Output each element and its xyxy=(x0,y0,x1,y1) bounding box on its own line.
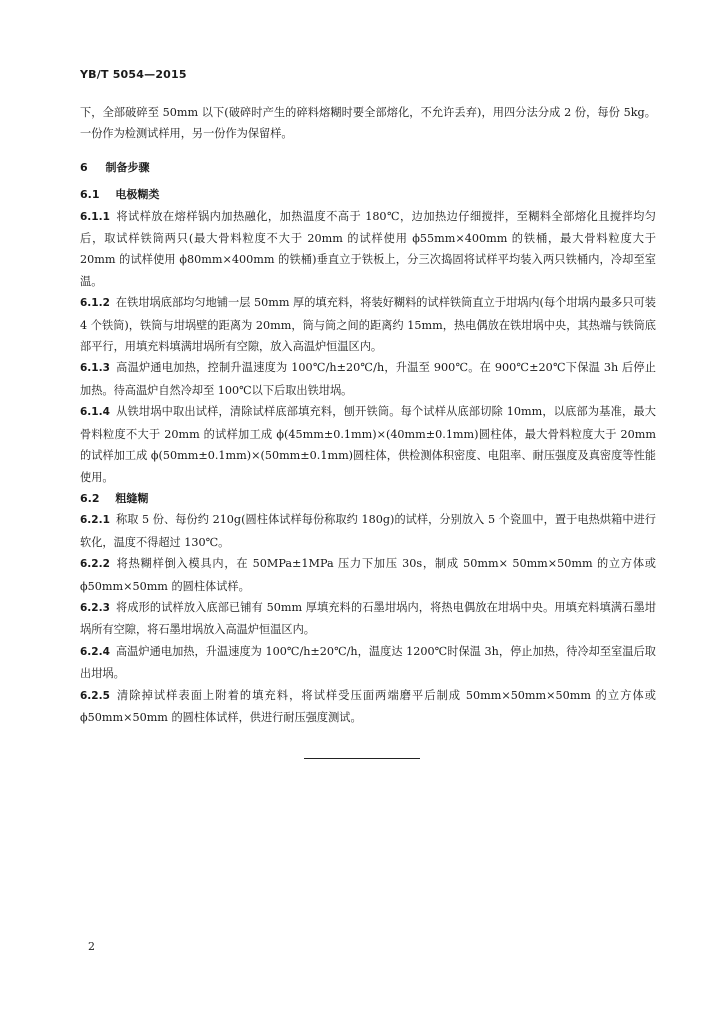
section-6-title: 制备步骤 xyxy=(105,160,150,174)
clause-6-1-4 xyxy=(80,401,656,488)
clause-text: 将试样放在熔样锅内加热融化，加热温度不高于 180℃，边加热边仔细搅拌，至糊料全部熔化且搅拌均匀后，取试样铁筒两只(最大骨料粒度不大于 20mm 的试样使用 ϕ55mm×400mm 的铁桶，最大骨料粒度大于 20mm 的试样使用 ϕ80mm×400mm 的铁桶)垂直立于铁板上，分三次捣固将试样平均装入两只铁桶内，冷却至室温。 xyxy=(80,209,656,288)
clause-number: 6.2.1 xyxy=(80,514,110,527)
clause-text: 高温炉通电加热，控制升温速度为 100℃/h±20℃/h，升温至 900℃。在 900℃±20℃下保温 3h 后停止加热。待高温炉自然冷却至 100℃以下后取出铁坩埚。 xyxy=(80,361,656,397)
clause-number: 6.1.4 xyxy=(80,406,110,419)
section-6-2-number: 6.2 xyxy=(80,491,100,505)
clause-number: 6.1.2 xyxy=(80,297,110,310)
section-6-2-title: 粗缝糊 xyxy=(115,491,149,505)
standard-code-header: YB/T 5054—2015 xyxy=(80,68,187,81)
clause-number: 6.2.2 xyxy=(80,558,110,571)
page-body xyxy=(80,102,656,728)
intro-paragraph: 下，全部破碎至 50mm 以下(破碎时产生的碎料熔糊时要全部熔化，不允许丢弃)，用四分法分成 2 份，每份 5kg。一份作为检测试样用，另一份作为保留样。 xyxy=(80,106,656,141)
clause-text: 将成形的试样放入底部已铺有 50mm 厚填充料的石墨坩埚内，将热电偶放在坩埚中央。用填充料填满石墨坩埚所有空隙，将石墨坩埚放入高温炉恒温区内。 xyxy=(80,600,656,637)
clause-text: 清除掉试样表面上附着的填充料，将试样受压面两端磨平后制成 50mm×50mm×50mm 的立方体或 ϕ50mm×50mm 的圆柱体试样，供进行耐压强度测试。 xyxy=(80,688,656,724)
clause-text: 称取 5 份、每份约 210g(圆柱体试样每份称取约 180g)的试样，分别放入 5 个瓷皿中，置于电热烘箱中进行软化，温度不得超过 130℃。 xyxy=(80,513,656,549)
section-6-1-heading xyxy=(80,184,656,205)
clause-6-2-1 xyxy=(80,509,656,553)
clause-6-2-3 xyxy=(80,597,656,641)
section-6-2-heading xyxy=(80,488,656,509)
clause-6-1-3 xyxy=(80,357,656,401)
clause-number: 6.2.4 xyxy=(80,645,110,658)
clause-6-1-1 xyxy=(80,206,656,293)
end-of-text-rule xyxy=(304,758,420,759)
clause-text: 将热糊样倒入模具内，在 50MPa±1MPa 压力下加压 30s，制成 50mm× 50mm×50mm 的立方体或 ϕ50mm×50mm 的圆柱体试样。 xyxy=(80,557,656,593)
clause-number: 6.2.5 xyxy=(80,689,110,702)
clause-6-2-2 xyxy=(80,553,656,597)
section-6-1-number: 6.1 xyxy=(80,188,100,202)
section-6-1-title: 电极糊类 xyxy=(115,188,160,202)
page-number: 2 xyxy=(88,940,95,953)
clause-text: 高温炉通电加热，升温速度为 100℃/h±20℃/h，温度达 1200℃时保温 3h，停止加热，待冷却至室温后取出坩埚。 xyxy=(80,644,656,681)
clause-number: 6.2.3 xyxy=(80,601,110,614)
clause-text: 在铁坩埚底部均匀地铺一层 50mm 厚的填充料，将装好糊料的试样铁筒直立于坩埚内(每个坩埚内最多只可装 4 个铁筒)，铁筒与坩埚壁的距离为 20mm，筒与筒之间的距离约 15mm，热电偶放在铁坩埚中央，其热端与铁筒底部平行，用填充料填满坩埚所有空隙，放入高温炉恒温区内。 xyxy=(80,296,656,354)
clause-text: 从铁坩埚中取出试样，清除试样底部填充料，刨开铁筒。每个试样从底部切除 10mm，以底部为基准，最大骨料粒度不大于 20mm 的试样加工成 ϕ(45mm±0.1mm)×(40mm±0.1mm)圆柱体，最大骨料粒度大于 20mm 的试样加工成 ϕ(50mm±0.1mm)×(50mm±0.1mm)圆柱体，供检测体积密度、电阻率、耐压强度及真密度等性能使用。 xyxy=(80,405,656,484)
section-6-number: 6 xyxy=(80,160,88,174)
clause-number: 6.1.3 xyxy=(80,362,110,375)
section-6-heading xyxy=(80,157,656,178)
clause-number: 6.1.1 xyxy=(80,210,110,223)
clause-6-2-5 xyxy=(80,685,656,729)
clause-6-2-4 xyxy=(80,641,656,685)
clause-6-1-2 xyxy=(80,292,656,357)
